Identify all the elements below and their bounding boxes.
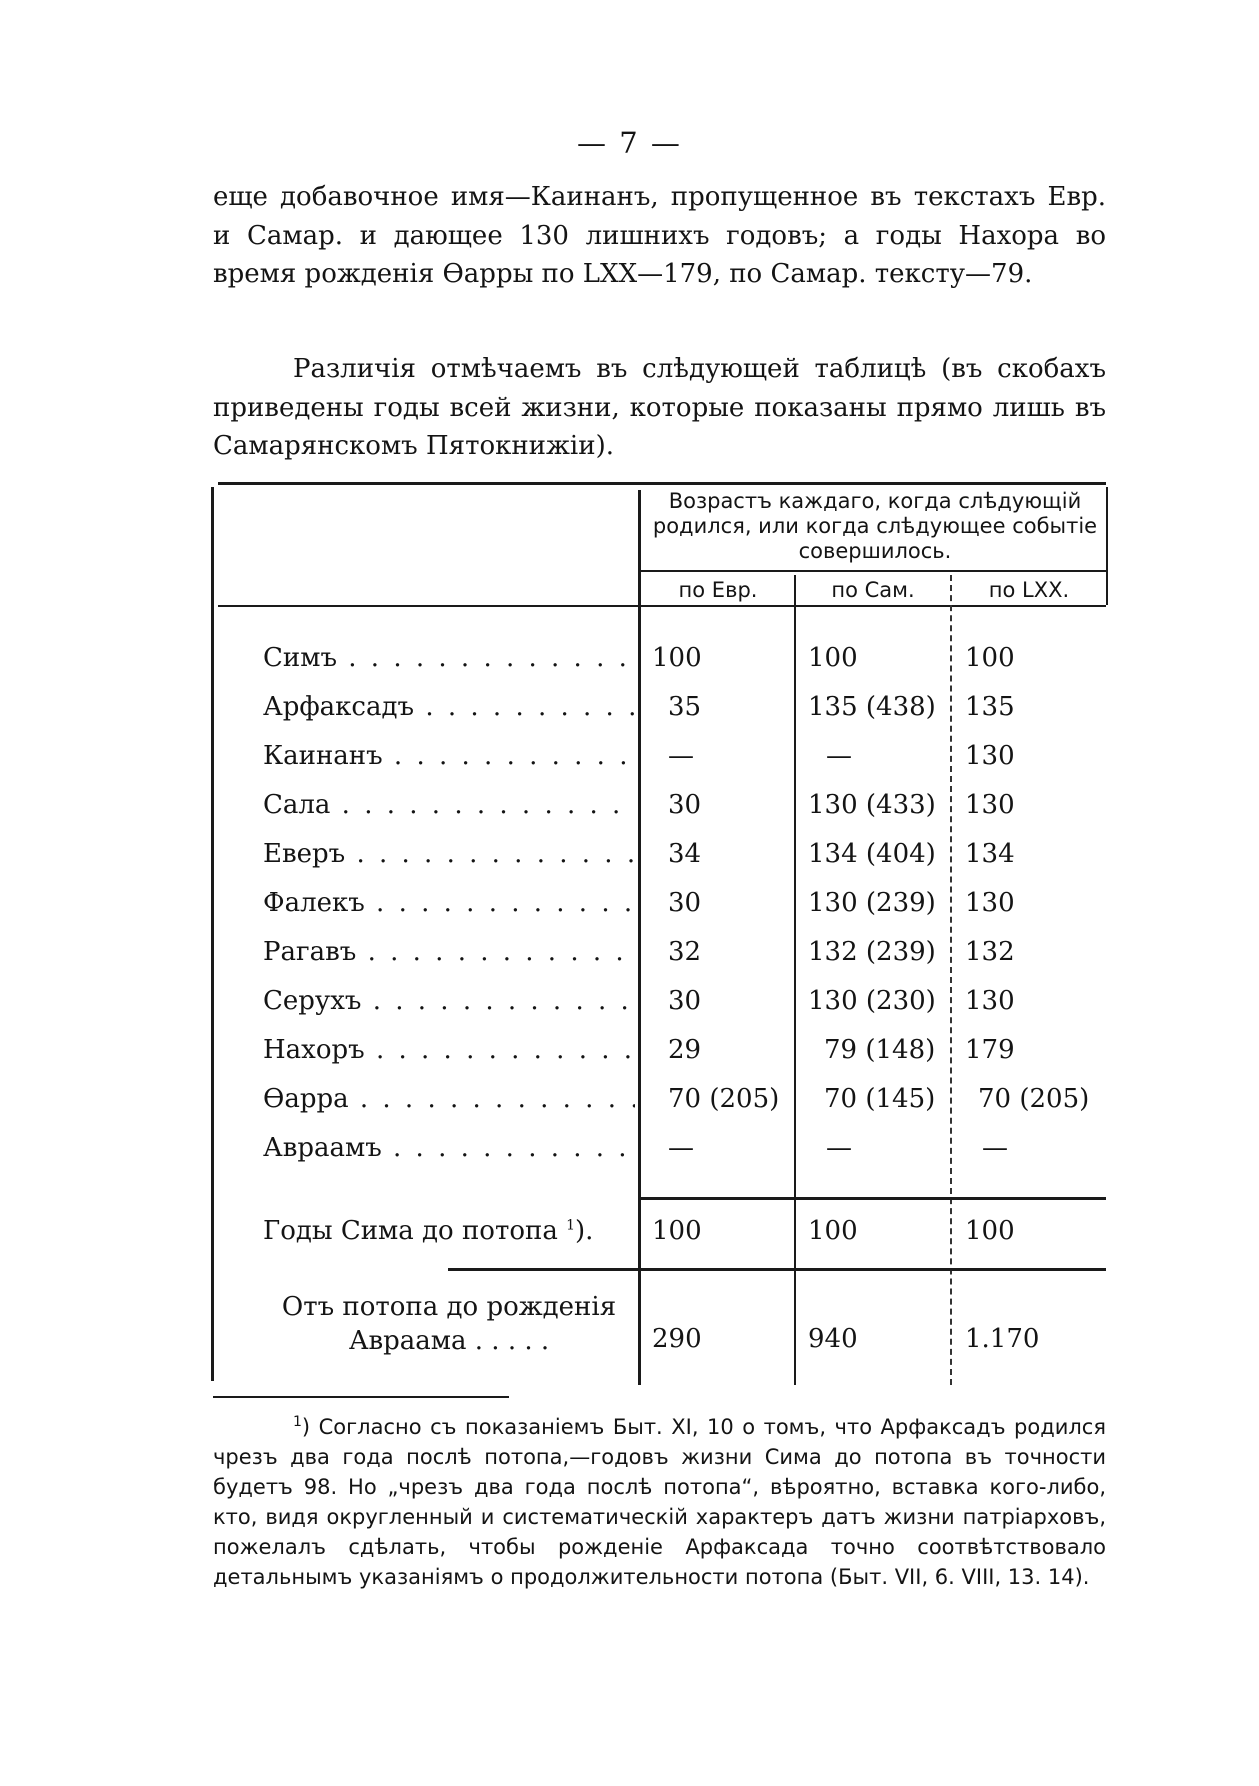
cell-evr: 29 (668, 1035, 702, 1065)
cell-lxx: 130 (965, 888, 1015, 918)
summary-row (0, 1290, 1259, 1362)
table-top-rule (218, 482, 1106, 485)
paragraph-2: Различія отмѣчаемъ въ слѣдующей таблицѣ (въ скобахъ приведены годы всей жизни, которые показаны прямо лишь въ Самарянскомъ Пятокнижіи). (213, 354, 1106, 461)
cell-sam: 100 (808, 643, 858, 673)
cell-sam: 132 (239) (808, 937, 936, 967)
row-name: Сала . . . (263, 790, 635, 820)
cell-evr: 30 (668, 986, 702, 1016)
summary-rule-1 (640, 1197, 1106, 1200)
cell-sam: — (826, 741, 852, 771)
table-row (0, 986, 1259, 1026)
cell-sam: 940 (808, 1324, 858, 1354)
cell-lxx: 70 (205) (978, 1084, 1090, 1114)
row-name: Серухъ . . . (263, 986, 635, 1016)
footnote-text: ) Согласно съ показаніемъ Быт. XI, 10 о томъ, что Арфаксадъ родился чрезъ два года послѣ потопа,—годовъ жизни Сима до потопа въ точности будетъ 98. Но „чрезъ два года послѣ потопа“, вѣроятно, вставка кого-либо, кто, видя округленный и систематическій характеръ датъ жизни патріарховъ, пожелалъ сдѣлать, чтобы рожденіе Арфаксада точно соотвѣтствовало детальнымъ указаніямъ о продолжительности потопа (Быт. VII, 6. VIII, 13. 14). (213, 1415, 1106, 1589)
cell-evr: 100 (652, 1216, 702, 1246)
cell-evr: 34 (668, 839, 702, 869)
table-row (0, 1035, 1259, 1075)
cell-sam: 70 (145) (824, 1084, 936, 1114)
cell-evr: — (668, 1133, 694, 1163)
table-row (0, 741, 1259, 781)
table-header-rule (218, 605, 1106, 607)
cell-lxx: 1.170 (965, 1324, 1040, 1354)
row-name: Фалекъ . . . (263, 888, 635, 918)
column-header-evr: по Евр. (678, 578, 758, 602)
cell-lxx: 179 (965, 1035, 1015, 1065)
row-name: Өарра . . . (263, 1084, 635, 1114)
group-header: Возрастъ каждаго, когда слѣдующій родился, или когда слѣдующее событіе совершилось. (652, 489, 1098, 563)
table-row (0, 937, 1259, 977)
cell-sam: 134 (404) (808, 839, 936, 869)
row-name: Рагавъ . . . (263, 937, 635, 967)
cell-lxx: — (982, 1133, 1008, 1163)
cell-evr: 290 (652, 1324, 702, 1354)
cell-sam: 130 (433) (808, 790, 936, 820)
cell-evr: 32 (668, 937, 702, 967)
cell-lxx: 135 (965, 692, 1015, 722)
cell-sam: 130 (230) (808, 986, 936, 1016)
table-row (0, 1084, 1259, 1124)
summary-rule-2 (448, 1268, 1106, 1271)
cell-sam: — (826, 1133, 852, 1163)
table-row (0, 692, 1259, 732)
cell-lxx: 132 (965, 937, 1015, 967)
cell-evr: — (668, 741, 694, 771)
footnote-rule (213, 1396, 509, 1398)
cell-sam: 135 (438) (808, 692, 936, 722)
cell-lxx: 130 (965, 741, 1015, 771)
cell-evr: 35 (668, 692, 702, 722)
footnote-ref: 1 (566, 1217, 576, 1234)
cell-evr: 30 (668, 888, 702, 918)
summary-row (0, 1216, 1259, 1256)
summary-label: Годы Сима до потопа $^1$). (263, 1216, 594, 1246)
table-row (0, 790, 1259, 830)
group-header-rule (640, 570, 1106, 572)
footnote-mark: 1 (293, 1414, 302, 1430)
cell-evr: 100 (652, 643, 702, 673)
table-row (0, 839, 1259, 879)
cell-evr: 30 (668, 790, 702, 820)
cell-lxx: 100 (965, 1216, 1015, 1246)
cell-evr: 70 (205) (668, 1084, 780, 1114)
summary-label: Отъ потопа до рожденія Авраама . . . . . (281, 1292, 617, 1356)
row-name: Симъ . . . (263, 643, 635, 673)
cell-sam: 100 (808, 1216, 858, 1246)
column-header-lxx: по LXX. (988, 578, 1070, 602)
paragraph-1: еще добавочное имя—Каинанъ, пропущенное въ текстахъ Евр. и Самар. и дающее 130 лишнихъ годовъ; а годы Нахора во время рожденія Өарры по LXX—179, по Самар. тексту—79. (213, 182, 1106, 289)
cell-lxx: 130 (965, 790, 1015, 820)
table-row (0, 1133, 1259, 1173)
column-header-sam: по Сам. (831, 578, 915, 602)
row-name: Еверъ . . . (263, 839, 635, 869)
cell-sam: 79 (148) (824, 1035, 936, 1065)
page-number: — 7 — (577, 126, 682, 160)
footnote (213, 1412, 1106, 1592)
row-name: Авраамъ . . . (263, 1133, 635, 1163)
row-name: Нахоръ . . . (263, 1035, 635, 1065)
cell-lxx: 134 (965, 839, 1015, 869)
row-name: Арфаксадъ . . . (263, 692, 635, 722)
table-row (0, 888, 1259, 928)
cell-lxx: 130 (965, 986, 1015, 1016)
cell-lxx: 100 (965, 643, 1015, 673)
row-name: Каинанъ . . . (263, 741, 635, 771)
table-row (0, 643, 1259, 683)
cell-sam: 130 (239) (808, 888, 936, 918)
